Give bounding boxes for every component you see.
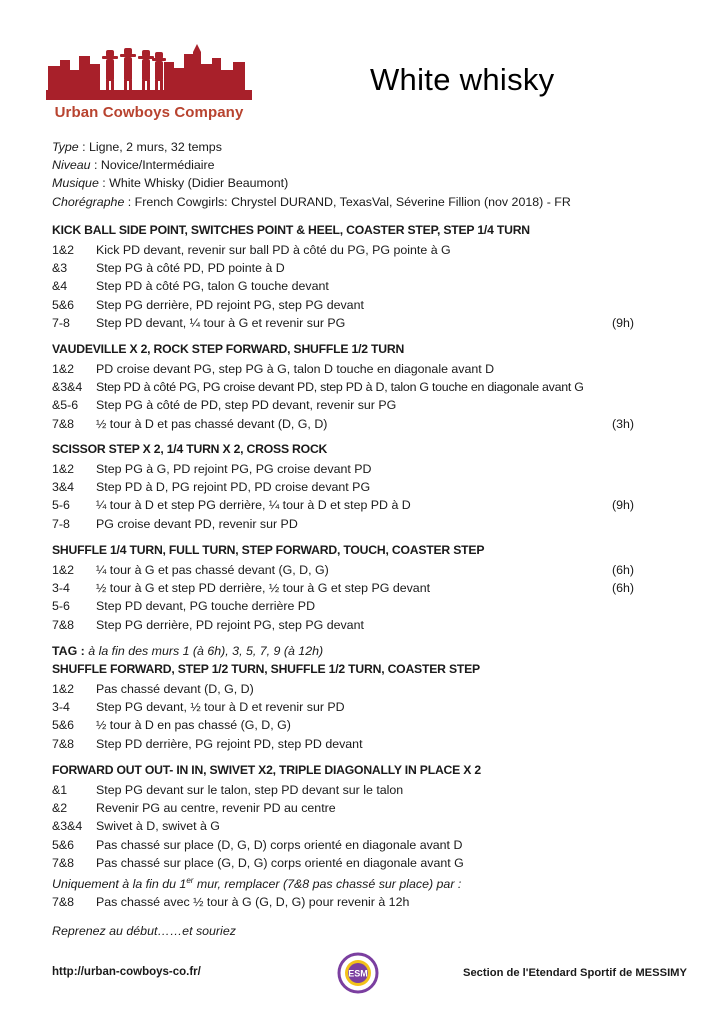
step-row [52,854,652,872]
step-wall: (3h) [612,416,635,431]
meta-type [52,138,571,156]
section-title: SCISSOR STEP X 2, 1/4 TURN X 2, CROSS ROCK [52,442,328,456]
meta-type-value: : Ligne, 2 murs, 32 temps [78,140,222,154]
esm-badge [337,952,379,994]
step-count: 1&2 [52,362,75,376]
step-desc: ½ tour à D en pas chassé (G, D, G) [96,718,291,733]
step-desc: Step PG derrière, PD rejoint PG, step PG devant [96,617,364,632]
step-count: 7-8 [52,315,70,330]
step-row [52,296,652,314]
meta-level [52,156,571,174]
step-row [52,698,652,716]
step-desc: ½ tour à D et pas chassé devant (D, G, D) [96,416,328,431]
step-row [52,415,652,433]
step-desc: PD croise devant PG, step PG à G, talon D touche en diagonale avant D [96,362,495,376]
step-wall [612,616,652,634]
step-row [52,241,652,259]
step-row [52,378,652,396]
step-desc: Step PG à côté PD, PD pointe à D [96,261,285,276]
step-row [52,616,652,634]
step-desc: Step PD à côté PG, talon G touche devant [96,279,329,294]
note-part-b: mur, remplacer (7&8 pas chassé sur place) par : [193,877,462,892]
step-row [52,259,652,277]
section-4 [52,541,652,634]
section-1 [52,221,652,332]
badge-text: ESM [348,968,368,979]
step-row [52,460,652,478]
step-wall: (9h) [612,315,635,330]
step-count: 7&8 [52,416,75,431]
step-count: 3-4 [52,700,70,715]
step-desc: Step PG devant, ½ tour à D et revenir sur PD [96,700,345,715]
step-count: &5-6 [52,398,79,413]
step-desc: ¼ tour à G et pas chassé devant (G, D, G) [96,563,329,577]
step-count: &4 [52,279,68,294]
step-desc: Pas chassé avec ½ tour à G (G, D, G) pour revenir à 12h [96,895,410,910]
tag-label: TAG : [52,644,89,658]
step-count: 5-6 [52,498,70,513]
step-wall [612,396,652,414]
step-count: 7&8 [52,617,75,632]
step-wall [612,460,652,478]
step-desc: ¼ tour à D et step PG derrière, ¼ tour à D et step PD à D [96,498,411,513]
step-wall: (6h) [612,563,635,577]
step-wall [612,296,652,314]
step-row [52,579,652,597]
closing-note: Reprenez au début……et souriez [52,924,236,938]
step-row [52,314,652,332]
meta-music-label: Musique [52,176,99,191]
step-desc: Step PG à G, PD rejoint PG, PG croise devant PD [96,462,372,476]
step-row [52,515,652,533]
meta-music [52,174,571,192]
note-part-a: Uniquement à la fin du 1 [52,877,187,892]
step-desc: Pas chassé devant (D, G, D) [96,682,254,696]
step-count: 3&4 [52,480,75,495]
tag-section [52,642,652,753]
step-wall [612,735,652,753]
meta-music-value: : White Whisky (Didier Beaumont) [98,176,289,191]
step-wall [612,799,652,817]
step-desc: Pas chassé sur place (G, D, G) corps orienté en diagonale avant G [96,855,464,870]
step-row [52,799,652,817]
step-desc: Step PG à côté de PD, step PD devant, revenir sur PG [96,398,397,413]
step-desc: Step PG devant sur le talon, step PD devant sur le talon [96,783,404,797]
meta-type-label: Type [52,140,79,154]
step-wall: (6h) [612,581,635,596]
step-desc: Kick PD devant, revenir sur ball PD à côté du PG, PG pointe à G [96,243,451,257]
step-wall [612,893,652,911]
step-wall [612,241,652,259]
step-wall [612,817,652,835]
step-row [52,735,652,753]
step-row [52,396,652,414]
company-name: Urban Cowboys Company [54,104,244,121]
section-title: KICK BALL SIDE POINT, SWITCHES POINT & HEEL, COASTER STEP, STEP 1/4 TURN [52,223,530,237]
step-desc: Step PD à côté PG, PG croise devant PD, step PD à D, talon G touche en diagonale avant G [96,380,584,395]
section-title: FORWARD OUT OUT- IN IN, SWIVET X2, TRIPLE DIAGONALLY IN PLACE X 2 [52,763,481,777]
tag-info [52,642,652,660]
meta-choreo-label: Chorégraphe [52,194,125,209]
step-desc: Step PD devant, ¼ tour à G et revenir sur PG [96,315,346,330]
skyline-cowboys-icon [46,44,252,104]
meta-level-value: : Novice/Intermédiaire [90,158,215,173]
club-city: MESSIMY [635,967,687,979]
note-superscript: er [186,876,194,886]
section-title: SHUFFLE FORWARD, STEP 1/2 TURN, SHUFFLE 1/2 TURN, COASTER STEP [52,662,480,676]
esm-logo-icon [337,952,379,994]
step-count: &1 [52,783,68,797]
step-wall [612,360,652,378]
section-3 [52,440,652,533]
step-desc: PG croise devant PD, revenir sur PD [96,516,298,531]
step-wall: (9h) [612,498,635,513]
step-count: 7&8 [52,855,75,870]
step-count: 1&2 [52,243,75,257]
dance-meta [52,138,571,211]
step-row [52,561,652,579]
step-wall [612,854,652,872]
step-count: 1&2 [52,563,75,577]
dance-title: White whisky [370,62,555,97]
step-row [52,716,652,734]
meta-choreo-value: : French Cowgirls: Chrystel DURAND, TexasVal, Séverine Fillion (nov 2018) - FR [124,194,571,209]
step-desc: Swivet à D, swivet à G [96,819,220,834]
step-desc: ½ tour à G et step PD derrière, ½ tour à G et step PG devant [96,581,431,596]
tag-text: à la fin des murs 1 (à 6h), 3, 5, 7, 9 (à 12h) [88,644,324,658]
website-link[interactable]: http://urban-cowboys-co.fr/ [52,966,201,978]
club-prefix: Section de l'Etendard Sportif de [463,967,636,979]
step-row [52,277,652,295]
step-wall [612,781,652,799]
step-count: 5&6 [52,297,75,312]
step-row [52,597,652,615]
step-count: 7&8 [52,895,75,910]
step-row [52,680,652,698]
section-title: VAUDEVILLE X 2, ROCK STEP FORWARD, SHUFFLE 1/2 TURN [52,342,405,356]
step-row [52,893,652,911]
step-wall [612,680,652,698]
step-wall [612,597,652,615]
step-desc: Step PD à D, PG rejoint PD, PD croise devant PG [96,480,371,495]
step-count: &3&4 [52,380,83,395]
step-wall [612,478,652,496]
step-desc: Step PG derrière, PD rejoint PG, step PG devant [96,297,364,312]
step-count: 1&2 [52,682,75,696]
step-count: 5&6 [52,718,75,733]
step-count: 5-6 [52,599,70,614]
step-desc: Revenir PG au centre, revenir PD au centre [96,801,336,816]
section-title: SHUFFLE 1/4 TURN, FULL TURN, STEP FORWARD, TOUCH, COASTER STEP [52,543,485,557]
section-5 [52,761,652,911]
step-wall [612,515,652,533]
step-wall [612,698,652,716]
step-count: 1&2 [52,462,75,476]
step-wall [612,259,652,277]
step-row [52,478,652,496]
company-logo [46,44,252,126]
step-desc: Pas chassé sur place (D, G, D) corps orienté en diagonale avant D [96,837,463,852]
step-row [52,360,652,378]
step-count: 5&6 [52,837,75,852]
step-row [52,781,652,799]
step-row [52,817,652,835]
step-count: &2 [52,801,68,816]
step-count: 3-4 [52,581,70,596]
club-section [463,967,687,979]
step-wall [612,277,652,295]
step-row [52,496,652,514]
step-count: &3 [52,261,68,276]
variation-note [52,872,652,893]
section-2 [52,340,652,433]
step-count: 7&8 [52,736,75,751]
step-desc: Step PD devant, PG touche derrière PD [96,599,316,614]
step-row [52,836,652,854]
meta-level-label: Niveau [52,158,91,173]
step-count: &3&4 [52,819,83,834]
step-count: 7-8 [52,516,70,531]
step-wall [612,836,652,854]
meta-choreographer [52,193,571,211]
step-wall [612,716,652,734]
step-desc: Step PD derrière, PG rejoint PD, step PD devant [96,736,363,751]
